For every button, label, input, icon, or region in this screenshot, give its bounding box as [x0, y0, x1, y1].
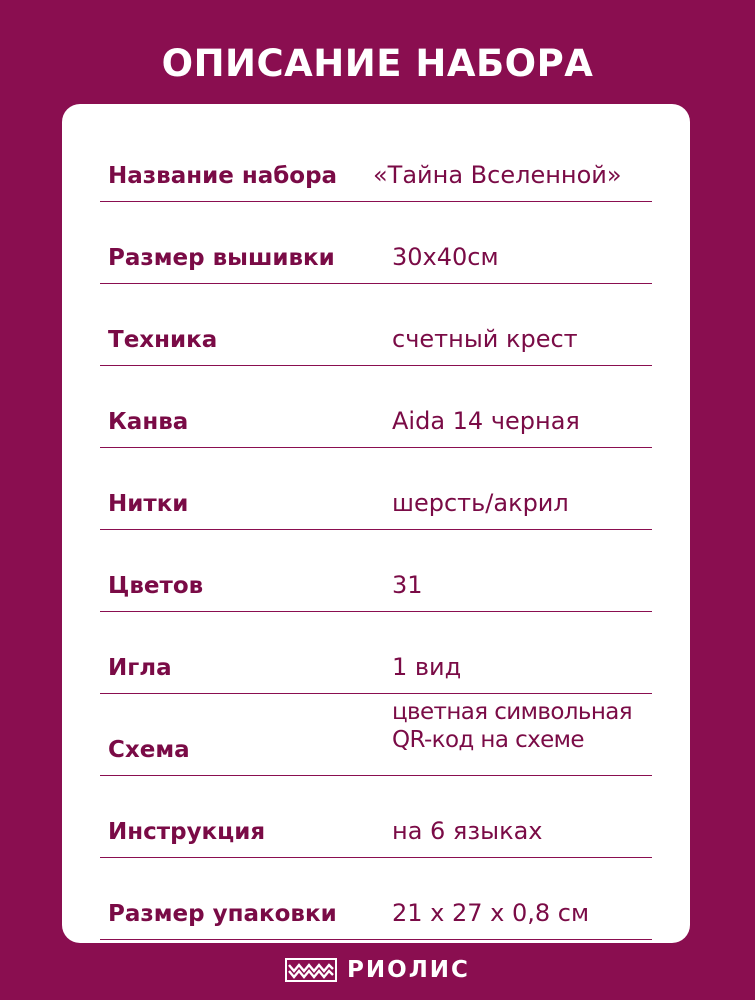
brand-name: РИОЛИС [347, 957, 470, 983]
spec-label: Инструкция [108, 819, 266, 845]
spec-row-instructions [100, 776, 652, 858]
spec-row-needle [100, 612, 652, 694]
spec-row-embroidery-size [100, 202, 652, 284]
spec-value: счетный крест [392, 325, 578, 353]
spec-label: Канва [108, 409, 189, 435]
spec-label: Нитки [108, 491, 189, 517]
spec-value: шерсть/акрил [392, 489, 569, 517]
spec-value [392, 698, 632, 754]
riolis-logo-icon [285, 958, 337, 982]
page-title: ОПИСАНИЕ НАБОРА [161, 42, 594, 85]
spec-value: 30х40см [392, 243, 499, 271]
spec-row-colors [100, 530, 652, 612]
spec-label: Название набора [108, 163, 338, 189]
spec-row-technique [100, 284, 652, 366]
spec-value: Aida 14 черная [392, 407, 580, 435]
spec-value: «Тайна Вселенной» [373, 161, 622, 189]
spec-value: 1 вид [392, 653, 462, 681]
spec-value-line: цветная символьная [392, 699, 633, 725]
spec-card [62, 104, 690, 943]
spec-label: Игла [108, 655, 172, 681]
spec-value: 31 [392, 571, 423, 599]
spec-row-kit-name [100, 120, 652, 202]
spec-value: 21 х 27 х 0,8 см [392, 899, 590, 927]
spec-label: Техника [108, 327, 218, 353]
spec-label: Схема [108, 737, 190, 763]
spec-row-chart [100, 694, 652, 776]
spec-label: Размер упаковки [108, 901, 337, 927]
spec-table [100, 120, 652, 940]
brand-footer [0, 952, 755, 988]
spec-label: Цветов [108, 573, 204, 599]
spec-row-threads [100, 448, 652, 530]
spec-value: на 6 языках [392, 817, 543, 845]
spec-value-line: QR-код на схеме [392, 727, 584, 753]
spec-label: Размер вышивки [108, 245, 335, 271]
spec-row-package-size [100, 858, 652, 940]
spec-row-canvas [100, 366, 652, 448]
